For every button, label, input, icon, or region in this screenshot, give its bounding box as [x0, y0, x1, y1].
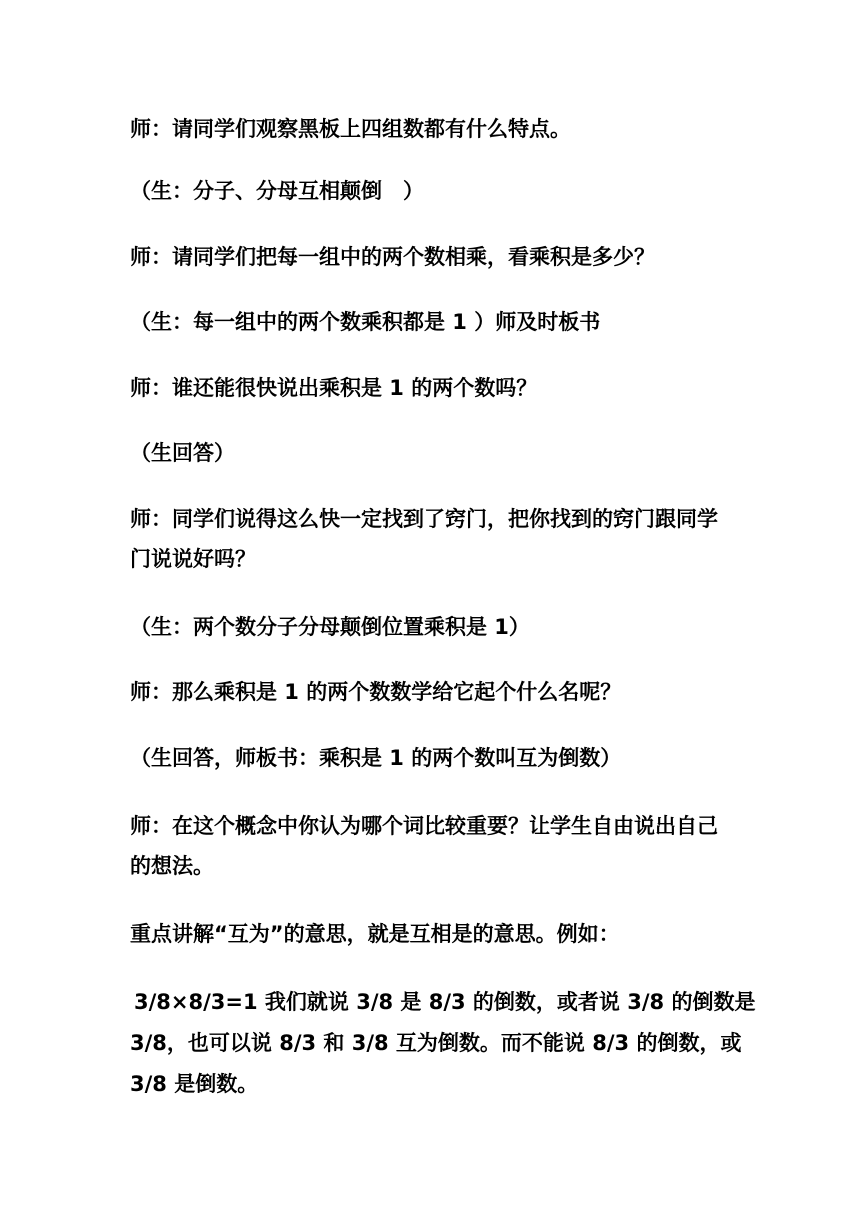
paragraph-5 — [130, 371, 730, 406]
paragraph-line: 重点讲解“互为”的意思，就是互相是的意思。例如： — [130, 922, 620, 946]
paragraph-11 — [130, 806, 730, 886]
paragraph-line: 师：谁还能很快说出乘积是 1 的两个数吗？ — [130, 376, 538, 400]
paragraph-line: （生：两个数分子分母颠倒位置乘积是 1） — [130, 615, 530, 639]
paragraph-13 — [130, 982, 756, 1105]
paragraph-12 — [130, 917, 730, 952]
paragraph-line: 3/8×8/3=1 我们就说 3/8 是 8/3 的倒数，或者说 3/8 的倒数是 — [134, 990, 756, 1014]
paragraph-line: 门说说好吗？ — [130, 547, 256, 571]
paragraph-7 — [130, 499, 730, 579]
paragraph-9 — [130, 675, 730, 710]
paragraph-line: 3/8 是倒数。 — [130, 1072, 259, 1096]
paragraph-line: （生：分子、分母互相颠倒 ） — [130, 179, 424, 203]
paragraph-line: 师：那么乘积是 1 的两个数数学给它起个什么名呢？ — [130, 680, 622, 704]
paragraph-1 — [130, 112, 730, 147]
paragraph-line: 师：请同学们把每一组中的两个数相乘，看乘积是多少？ — [130, 245, 655, 269]
paragraph-10 — [130, 741, 730, 776]
paragraph-2 — [130, 174, 730, 209]
paragraph-line: 的想法。 — [130, 854, 214, 878]
paragraph-line: 师：在这个概念中你认为哪个词比较重要？让学生自由说出自己 — [130, 814, 718, 838]
paragraph-8 — [130, 610, 730, 645]
paragraph-line: 师：请同学们观察黑板上四组数都有什么特点。 — [130, 117, 571, 141]
paragraph-line: 师：同学们说得这么快一定找到了窍门，把你找到的窍门跟同学 — [130, 507, 718, 531]
paragraph-line: （生：每一组中的两个数乘积都是 1 ）师及时板书 — [130, 310, 601, 334]
paragraph-4 — [130, 305, 730, 340]
paragraph-3 — [130, 240, 730, 275]
paragraph-6 — [130, 436, 730, 471]
paragraph-line: （生回答） — [130, 441, 235, 465]
paragraph-line: （生回答，师板书：乘积是 1 的两个数叫互为倒数） — [130, 746, 622, 770]
paragraph-line: 3/8，也可以说 8/3 和 3/8 互为倒数。而不能说 8/3 的倒数，或 — [130, 1031, 742, 1055]
